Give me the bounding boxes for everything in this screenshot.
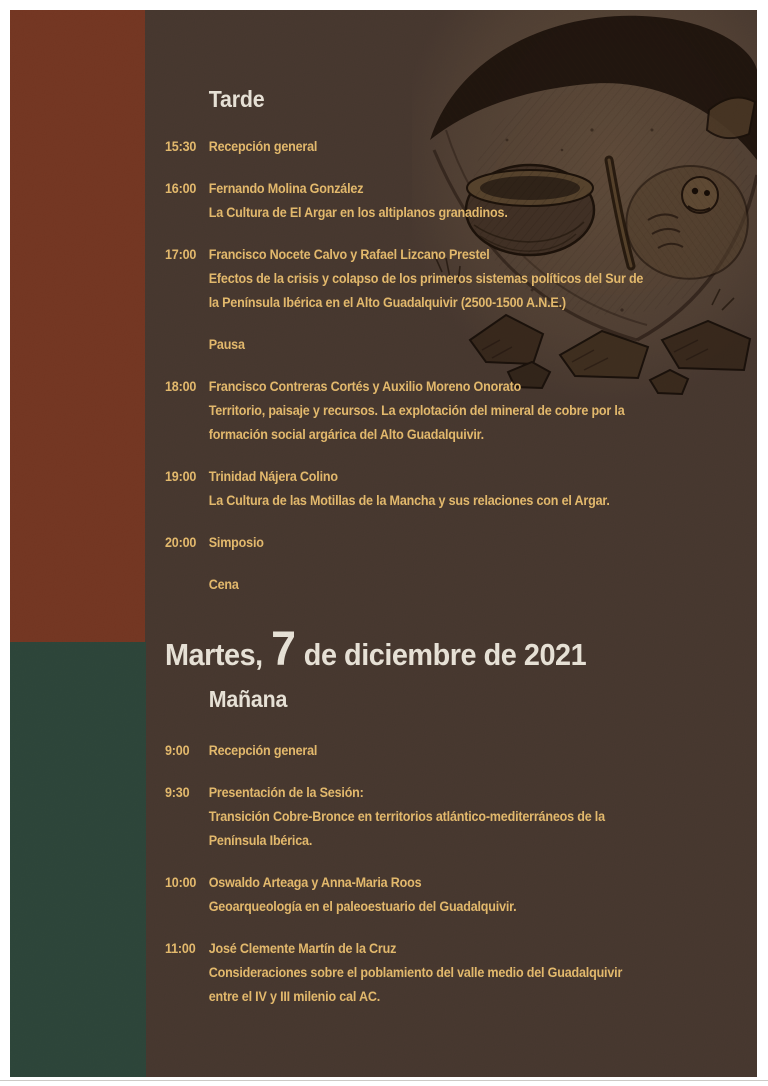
afternoon-session-heading: Tarde	[208, 86, 265, 112]
program-page	[10, 10, 757, 1077]
entry-time	[165, 333, 209, 357]
entry-line: Península Ibérica.	[208, 833, 313, 848]
entry-time: 11:00	[165, 941, 196, 956]
entry-time: 16:00	[165, 181, 197, 196]
entry-time: 9:00	[165, 743, 190, 758]
schedule-entry	[165, 739, 723, 763]
entry-line: Presentación de la Sesión:	[208, 785, 364, 800]
day-heading-rest: de diciembre de 2021	[303, 637, 587, 672]
schedule-entry	[165, 177, 723, 225]
entry-line: formación social argárica del Alto Guadalquivir.	[208, 427, 484, 442]
entry-line: Consideraciones sobre el poblamiento del valle medio del Guadalquivir	[208, 965, 623, 980]
entry-time: 10:00	[165, 875, 197, 890]
entry-line: la Península Ibérica en el Alto Guadalquivir (2500-1500 A.N.E.)	[208, 295, 566, 310]
entry-time: 20:00	[165, 535, 197, 550]
schedule-content	[165, 10, 723, 1027]
schedule-entry	[165, 531, 723, 555]
entry-line: Francisco Contreras Cortés y Auxilio Moreno Onorato	[208, 379, 522, 394]
morning-session-heading: Mañana	[208, 686, 288, 712]
entry-line: Simposio	[208, 535, 264, 550]
schedule-entry	[165, 135, 723, 159]
schedule-entry	[165, 871, 723, 919]
entry-line: entre el IV y III milenio cal AC.	[208, 989, 381, 1004]
entry-line: Transición Cobre-Bronce en territorios atlántico-mediterráneos de la	[208, 809, 605, 824]
entry-line: Recepción general	[208, 743, 318, 758]
entry-time: 17:00	[165, 247, 197, 262]
schedule-entry	[165, 781, 723, 853]
day-heading-number: 7	[271, 623, 296, 676]
entry-line: Cena	[208, 577, 239, 592]
entry-time: 15:30	[165, 139, 197, 154]
entry-line: Territorio, paisaje y recursos. La explotación del mineral de cobre por la	[208, 403, 625, 418]
page-edge-line	[0, 1080, 768, 1081]
entry-time: 18:00	[165, 379, 197, 394]
entry-time: 19:00	[165, 469, 197, 484]
schedule-entry	[165, 243, 723, 315]
left-accent-green-block	[10, 642, 146, 1077]
entry-time: 9:30	[165, 785, 190, 800]
schedule-entry	[165, 375, 723, 447]
entry-line: Geoarqueología en el paleoestuario del Guadalquivir.	[208, 899, 517, 914]
schedule-entry	[165, 465, 723, 513]
schedule-entry-pausa	[165, 333, 723, 357]
entry-time	[165, 573, 209, 597]
entry-line: Trinidad Nájera Colino	[208, 469, 338, 484]
entry-line: Francisco Nocete Calvo y Rafael Lizcano Prestel	[208, 247, 490, 262]
entry-line: Recepción general	[208, 139, 318, 154]
day-heading	[165, 625, 723, 680]
left-accent-red-block	[10, 10, 145, 642]
entry-line: La Cultura de las Motillas de la Mancha y sus relaciones con el Argar.	[208, 493, 610, 508]
entry-line: José Clemente Martín de la Cruz	[208, 941, 397, 956]
entry-line: Oswaldo Arteaga y Anna-Maria Roos	[208, 875, 422, 890]
day-heading-prefix: Martes,	[165, 637, 263, 672]
entry-line: Fernando Molina González	[208, 181, 364, 196]
schedule-entry-cena	[165, 573, 723, 597]
entry-line: Pausa	[208, 337, 245, 352]
morning-schedule	[165, 739, 723, 1009]
schedule-entry	[165, 937, 723, 1009]
afternoon-schedule	[165, 135, 723, 597]
entry-line: Efectos de la crisis y colapso de los primeros sistemas políticos del Sur de	[208, 271, 644, 286]
entry-line: La Cultura de El Argar en los altiplanos granadinos.	[208, 205, 508, 220]
